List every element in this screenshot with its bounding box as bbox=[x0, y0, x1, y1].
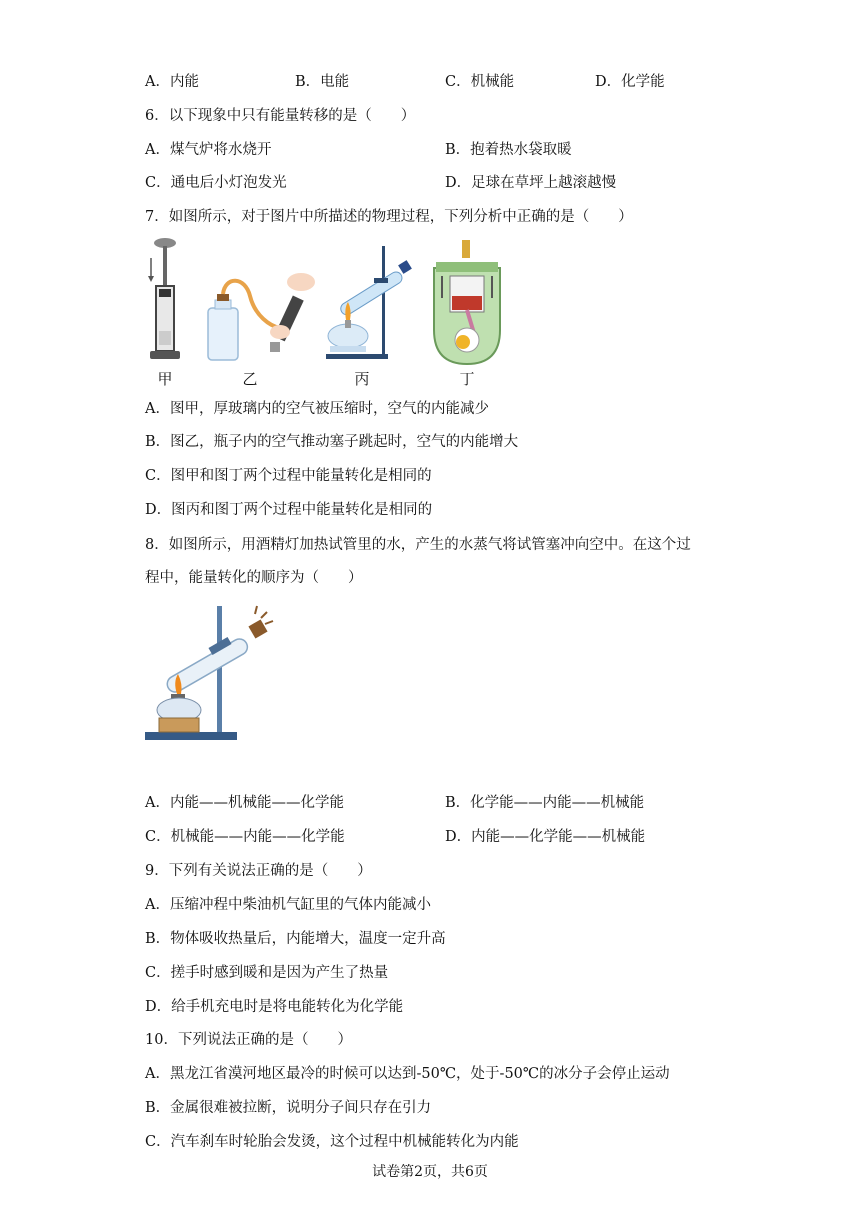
figure-caption-bing: 丙 bbox=[354, 370, 370, 388]
q9-option-c: C．搓手时感到暖和是因为产生了热量 bbox=[145, 965, 389, 981]
page-footer: 试卷第2页，共6页 bbox=[372, 1164, 488, 1180]
figure-bing-test-tube-heating bbox=[322, 240, 422, 365]
q7-stem: 7．如图所示，对于图片中所描述的物理过程，下列分析中正确的是（ ） bbox=[145, 209, 633, 225]
q10-option-a: A．黑龙江省漠河地区最冷的时候可以达到-50℃，处于-50℃的冰分子会停止运动 bbox=[145, 1066, 670, 1082]
q5-option-d: D．化学能 bbox=[595, 74, 665, 90]
q6-option-b: B．抱着热水袋取暖 bbox=[445, 142, 572, 158]
figure-ding-engine-cylinder bbox=[428, 240, 506, 368]
q9-option-a: A．压缩冲程中柴油机气缸里的气体内能减小 bbox=[145, 897, 431, 913]
q10-option-c: C．汽车刹车时轮胎会发烫，这个过程中机械能转化为内能 bbox=[145, 1134, 519, 1150]
q6-stem: 6．以下现象中只有能量转移的是（ ） bbox=[145, 108, 416, 124]
q10-stem: 10．下列说法正确的是（ ） bbox=[145, 1032, 352, 1048]
figure-yi-bottle-pump bbox=[200, 256, 325, 366]
figure-caption-yi: 乙 bbox=[242, 370, 258, 388]
q5-option-b: B．电能 bbox=[295, 74, 350, 90]
q8-option-c: C．机械能——内能——化学能 bbox=[145, 829, 345, 845]
q7-option-a: A．图甲，厚玻璃内的空气被压缩时，空气的内能减少 bbox=[145, 401, 489, 417]
q6-option-c: C．通电后小灯泡发光 bbox=[145, 175, 287, 191]
figure-jia-compression-cylinder bbox=[140, 236, 190, 368]
q6-option-d: D．足球在草坪上越滚越慢 bbox=[445, 175, 617, 191]
q10-option-b: B．金属很难被拉断，说明分子间只存在引力 bbox=[145, 1100, 432, 1116]
q5-option-c: C．机械能 bbox=[445, 74, 515, 90]
q8-option-a: A．内能——机械能——化学能 bbox=[145, 795, 344, 811]
figure-caption-jia: 甲 bbox=[157, 370, 173, 388]
q8-option-d: D．内能——化学能——机械能 bbox=[445, 829, 646, 845]
q7-option-d: D．图丙和图丁两个过程中能量转化是相同的 bbox=[145, 502, 433, 518]
q7-option-b: B．图乙，瓶子内的空气推动塞子跳起时，空气的内能增大 bbox=[145, 434, 519, 450]
q8-stem-line1: 8．如图所示，用酒精灯加热试管里的水，产生的水蒸气将试管塞冲向空中。在这个过 bbox=[145, 537, 691, 553]
q8-option-b: B．化学能——内能——机械能 bbox=[445, 795, 645, 811]
q9-option-d: D．给手机充电时是将电能转化为化学能 bbox=[145, 999, 404, 1015]
q9-stem: 9．下列有关说法正确的是（ ） bbox=[145, 863, 372, 879]
q8-stem-line2: 程中，能量转化的顺序为（ ） bbox=[145, 570, 363, 586]
figure-caption-ding: 丁 bbox=[459, 370, 475, 388]
q6-option-a: A．煤气炉将水烧开 bbox=[145, 142, 272, 158]
q9-option-b: B．物体吸收热量后，内能增大，温度一定升高 bbox=[145, 931, 446, 947]
q5-option-a: A．内能 bbox=[145, 74, 199, 90]
q7-option-c: C．图甲和图丁两个过程中能量转化是相同的 bbox=[145, 468, 432, 484]
figure-q8-test-tube-apparatus bbox=[143, 602, 281, 742]
